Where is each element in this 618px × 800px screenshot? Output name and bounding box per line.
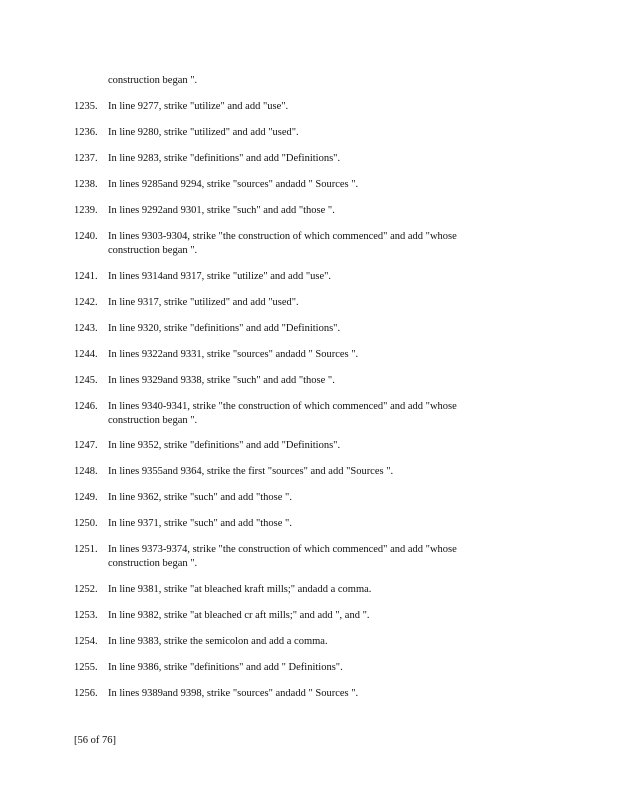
item-number: 1237.: [74, 153, 98, 164]
item-number: 1255.: [74, 662, 98, 673]
item-number: 1247.: [74, 440, 98, 451]
item-text: In lines 9340-9341, strike "the construction of which commenced" and add "whose: [108, 401, 457, 412]
item-text: In lines 9389and 9398, strike "sources" andadd " Sources ".: [108, 688, 359, 699]
item-text-continued: construction began ".: [108, 245, 198, 256]
item-text: In line 9383, strike the semicolon and add a comma.: [108, 636, 328, 647]
item-text: construction began ".: [108, 75, 198, 86]
item-number: 1238.: [74, 179, 98, 190]
item-text: In lines 9303-9304, strike "the construction of which commenced" and add "whose: [108, 231, 457, 242]
item-text: In line 9382, strike "at bleached cr aft mills;" and add ", and ".: [108, 610, 370, 621]
item-text: In lines 9329and 9338, strike "such" and add "those ".: [108, 375, 335, 386]
item-number: 1246.: [74, 401, 98, 412]
item-text: In lines 9355and 9364, strike the first "sources" and add "Sources ".: [108, 466, 394, 477]
item-text-continued: construction began ".: [108, 415, 198, 426]
item-number: 1248.: [74, 466, 98, 477]
item-text: In line 9362, strike "such" and add "those ".: [108, 492, 292, 503]
item-text: In line 9317, strike "utilized" and add "used".: [108, 297, 299, 308]
item-number: 1243.: [74, 323, 98, 334]
item-number: 1245.: [74, 375, 98, 386]
item-text: In line 9381, strike "at bleached kraft mills;" andadd a comma.: [108, 584, 372, 595]
item-text: In line 9277, strike "utilize" and add "use".: [108, 101, 289, 112]
item-number: 1240.: [74, 231, 98, 242]
item-text: In lines 9285and 9294, strike "sources" andadd " Sources ".: [108, 179, 359, 190]
item-number: 1250.: [74, 518, 98, 529]
item-number: 1253.: [74, 610, 98, 621]
item-text: In lines 9322and 9331, strike "sources" andadd " Sources ".: [108, 349, 359, 360]
item-text-continued: construction began ".: [108, 558, 198, 569]
item-number: 1256.: [74, 688, 98, 699]
item-number: 1235.: [74, 101, 98, 112]
item-text: In lines 9373-9374, strike "the construction of which commenced" and add "whose: [108, 544, 457, 555]
item-text: In lines 9292and 9301, strike "such" and add "those ".: [108, 205, 335, 216]
item-number: 1244.: [74, 349, 98, 360]
item-number: 1254.: [74, 636, 98, 647]
item-text: In line 9386, strike "definitions" and add " Definitions".: [108, 662, 343, 673]
item-text: In line 9320, strike "definitions" and add "Definitions".: [108, 323, 341, 334]
item-text: In line 9352, strike "definitions" and add "Definitions".: [108, 440, 341, 451]
item-number: 1242.: [74, 297, 98, 308]
item-number: 1252.: [74, 584, 98, 595]
item-number: 1241.: [74, 271, 98, 282]
item-number: 1236.: [74, 127, 98, 138]
item-text: In lines 9314and 9317, strike "utilize" and add "use".: [108, 271, 332, 282]
page-footer: [56 of 76]: [74, 735, 116, 746]
item-number: 1239.: [74, 205, 98, 216]
item-number: 1251.: [74, 544, 98, 555]
item-number: 1249.: [74, 492, 98, 503]
item-text: In line 9280, strike "utilized" and add "used".: [108, 127, 299, 138]
item-text: In line 9283, strike "definitions" and add "Definitions".: [108, 153, 341, 164]
item-text: In line 9371, strike "such" and add "those ".: [108, 518, 292, 529]
